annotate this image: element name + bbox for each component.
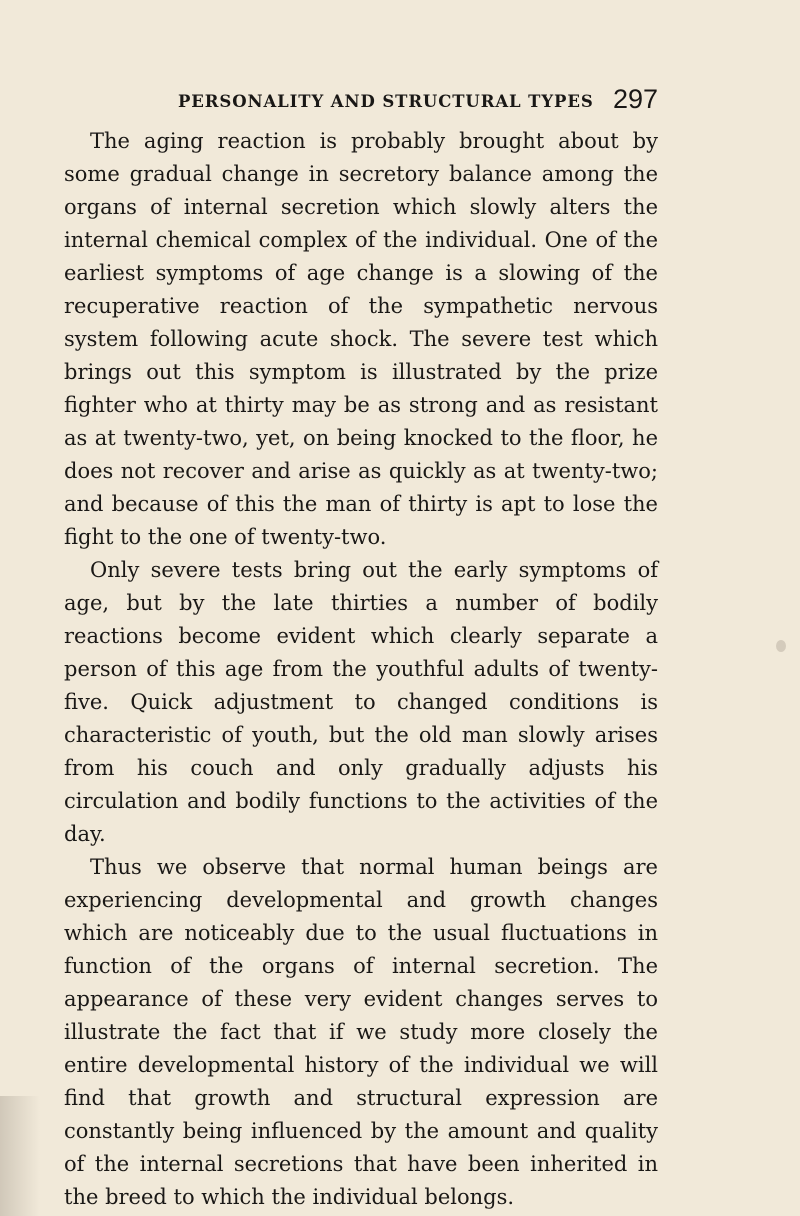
paragraph: Thus we observe that normal human beings are experiencing developmental and growth changes which are noticeably due to the usual fluctuations in function of the organs of internal secretion. The appearance of these very evident changes serves to illustrate the fact that if we study more closely the entire developmental history of the individual we will find that growth and structural expression are constantly being influenced by the amount and quality of the internal secretions that have been inherited in the breed to which the individual belongs. — [64, 855, 658, 1209]
paragraph: Only severe tests bring out the early symptoms of age, but by the late thirties a number of bodily reactions become evident which clearly separate a person of this age from the youthful adults of twenty-five. Quick adjustment to changed conditions is characteristic of youth, but the old man slowly arises from his couch and only gradually adjusts his circulation and bodily functions to the activities of the day. — [64, 558, 658, 846]
running-title: PERSONALITY AND STRUCTURAL TYPES — [178, 92, 594, 111]
running-head — [64, 84, 658, 124]
paragraph: The aging reaction is probably brought about by some gradual change in secretory balance among the organs of internal secretion which slowly alters the internal chemical complex of the individual. One of the earliest symptoms of age change is a slowing of the recuperative reaction of the sympathetic nervous system following acute shock. The severe test which brings out this symptom is illustrated by the prize fighter who at thirty may be as strong and as resistant as at twenty-two, yet, on being knocked to the floor, he does not recover and arise as quickly as at twenty-two; and because of this the man of thirty is apt to lose the fight to the one of twenty-two. — [64, 129, 658, 549]
page-number: 297 — [612, 84, 658, 114]
book-page — [64, 84, 658, 1214]
paper-blemish — [776, 640, 786, 652]
body-text — [64, 125, 658, 1214]
page-edge-shadow — [0, 1096, 40, 1216]
